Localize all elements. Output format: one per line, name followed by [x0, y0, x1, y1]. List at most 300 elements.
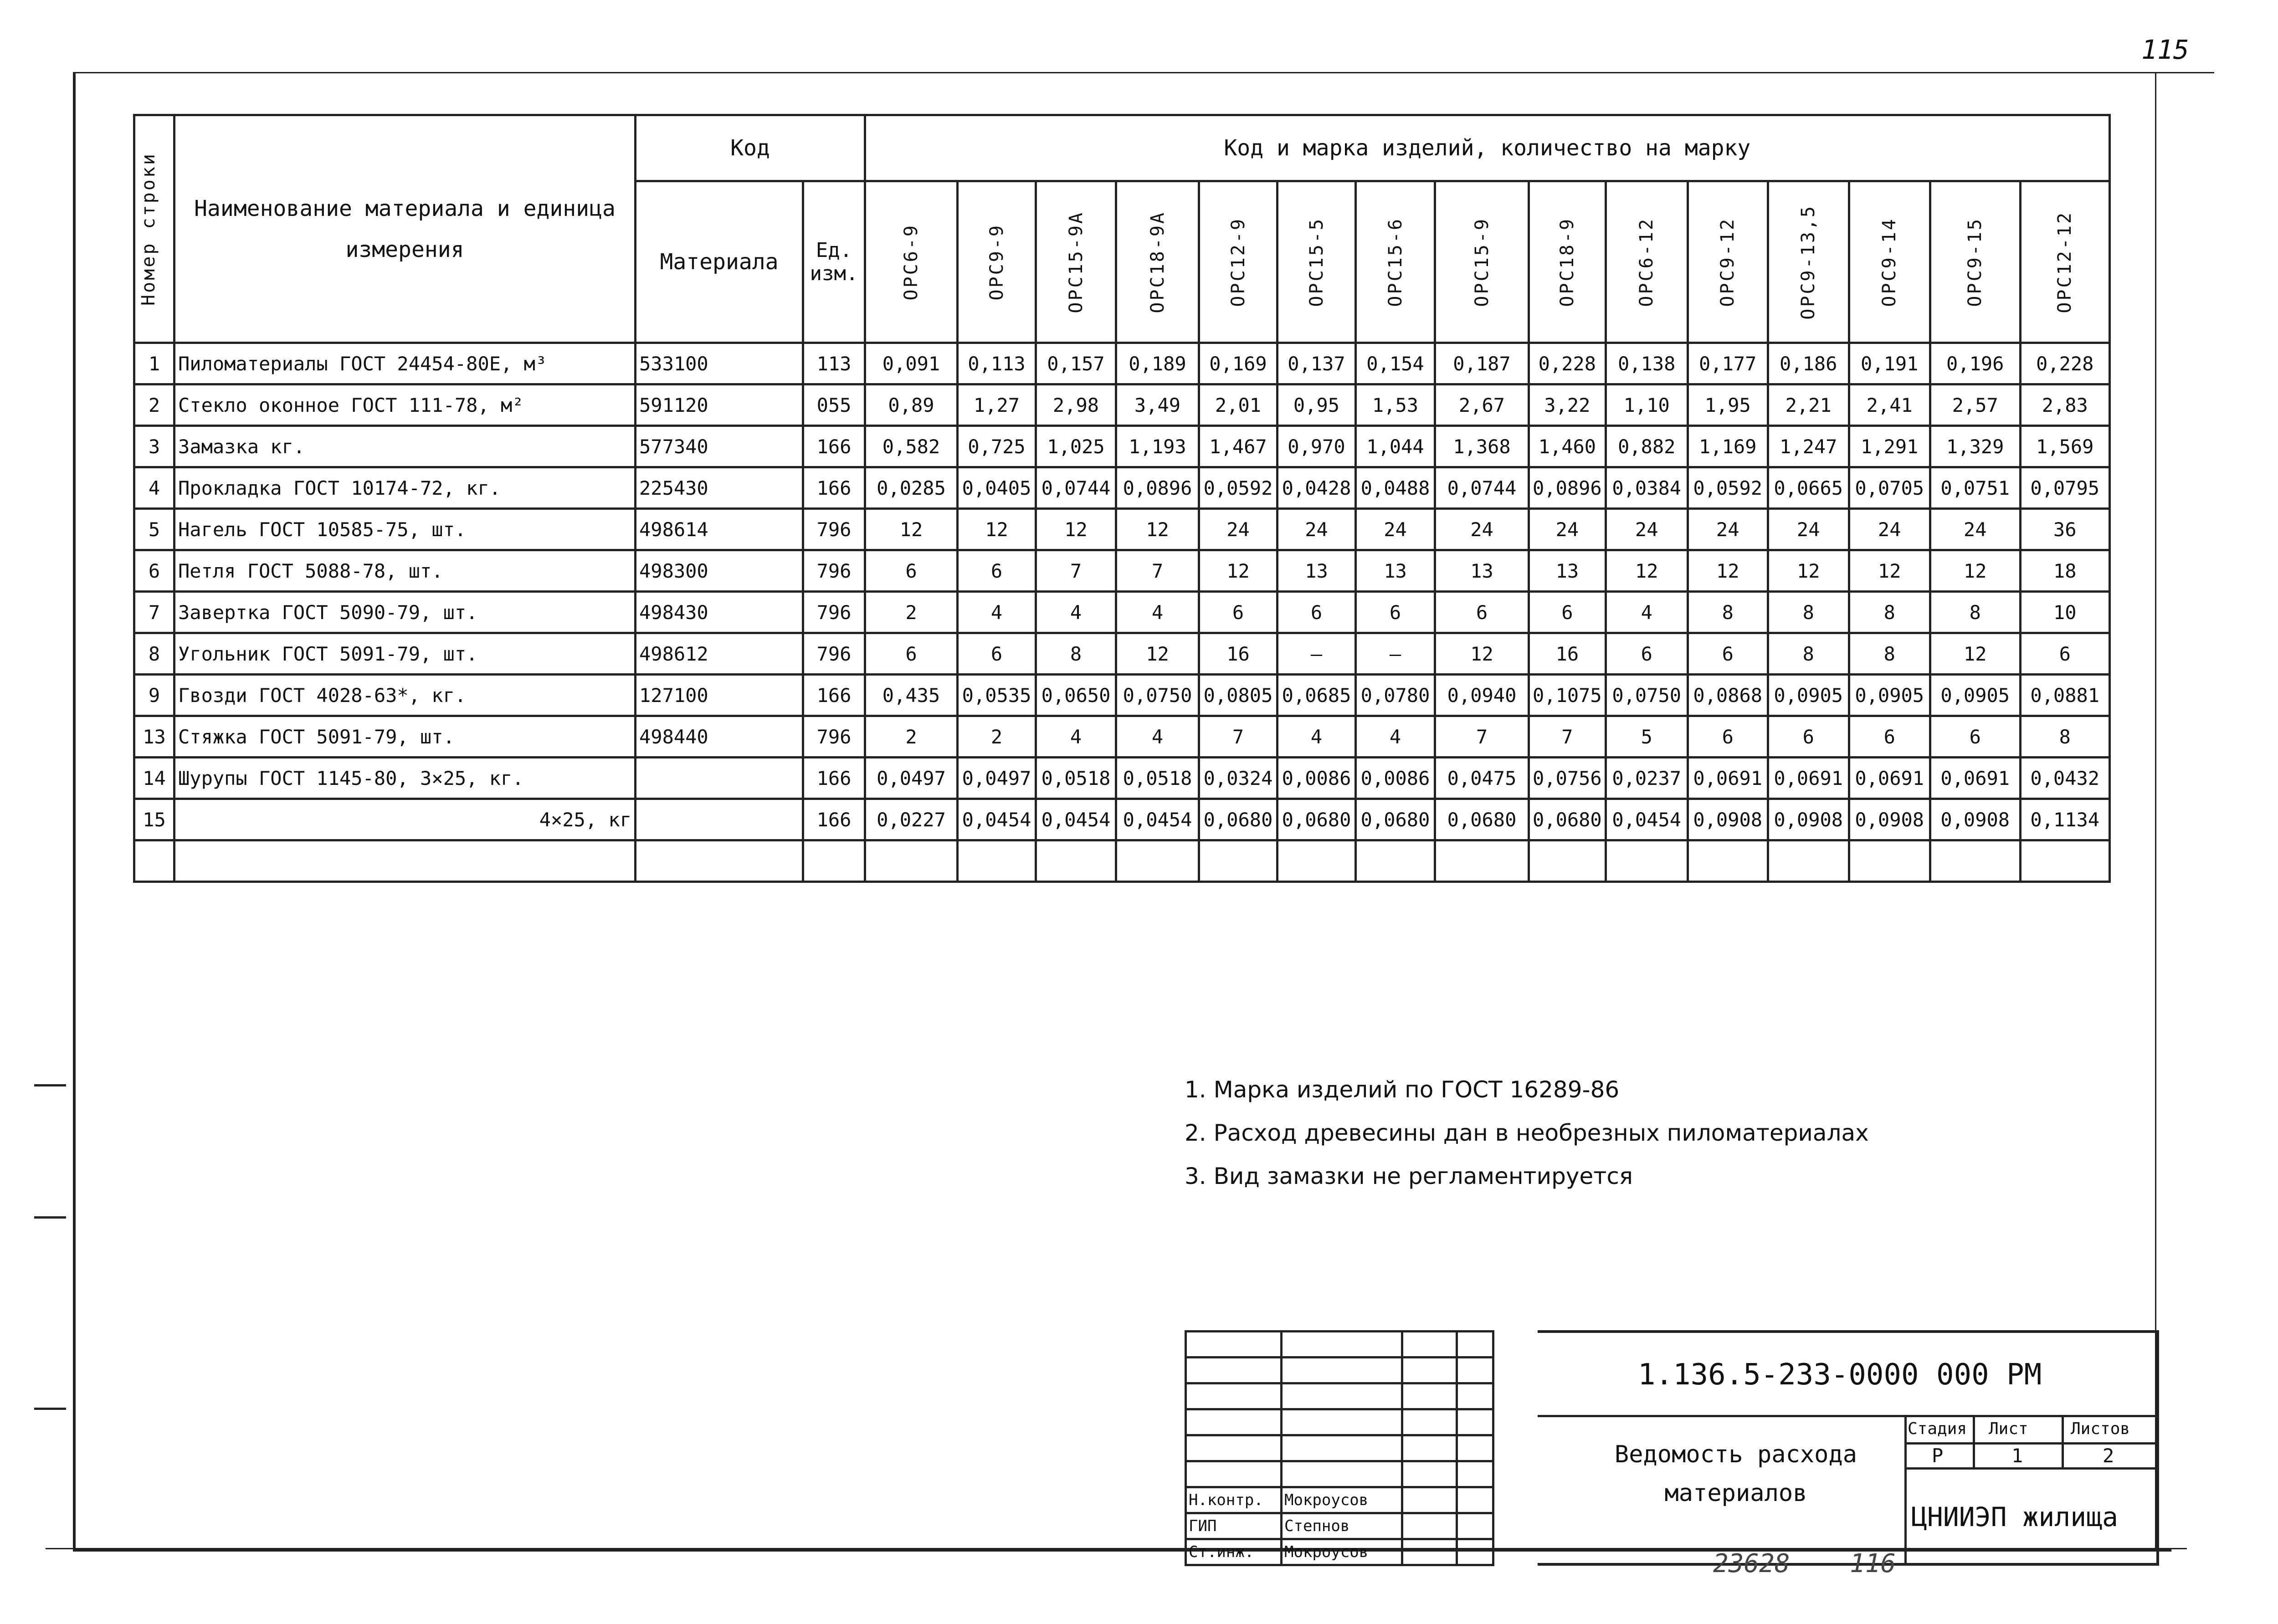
- name-cell: Степнов: [1282, 1513, 1402, 1539]
- material-code-cell: 127100: [636, 675, 803, 716]
- material-code-cell: 498614: [636, 509, 803, 550]
- role-cell: Ст.инж.: [1186, 1539, 1282, 1565]
- quantity-cell: 13: [1529, 550, 1606, 592]
- role-cell: ГИП: [1186, 1513, 1282, 1539]
- quantity-cell: 12: [1036, 509, 1116, 550]
- sheets-value: 2: [2103, 1445, 2114, 1467]
- quantity-cell: 0,0454: [1606, 799, 1688, 840]
- quantity-cell: 8: [1768, 633, 1849, 675]
- row-number-cell: 14: [134, 758, 174, 799]
- material-name-cell: Стяжка ГОСТ 5091-79, шт.: [174, 716, 636, 758]
- quantity-cell: [2020, 840, 2109, 882]
- quantity-cell: 6: [958, 550, 1036, 592]
- quantity-cell: 8: [1036, 633, 1116, 675]
- quantity-cell: —: [1278, 633, 1356, 675]
- quantity-cell: 16: [1529, 633, 1606, 675]
- signature-cell: [1402, 1487, 1457, 1513]
- material-name-header: Наименование материала и единица измерения: [174, 115, 636, 343]
- material-code-cell: 498300: [636, 550, 803, 592]
- product-column-header: ОРС9-15: [1930, 181, 2020, 343]
- unit-header: Ед. изм.: [803, 181, 865, 343]
- material-code-cell: 533100: [636, 343, 803, 384]
- material-name-cell: Завертка ГОСТ 5090-79, шт.: [174, 592, 636, 633]
- table-row: [134, 840, 2110, 882]
- quantity-cell: 0,187: [1435, 343, 1529, 384]
- quantity-cell: 1,169: [1688, 426, 1768, 467]
- note-1: 1. Марка изделий по ГОСТ 16289-86: [1185, 1076, 1620, 1103]
- quantity-cell: 6: [958, 633, 1036, 675]
- row-number-cell: 3: [134, 426, 174, 467]
- quantity-cell: 4: [1116, 716, 1199, 758]
- quantity-cell: 7: [1199, 716, 1278, 758]
- material-name-cell: 4×25, кг: [174, 799, 636, 840]
- quantity-cell: 0,0691: [1849, 758, 1930, 799]
- quantity-cell: 4: [1036, 716, 1116, 758]
- quantity-cell: 12: [1116, 633, 1199, 675]
- title-block: [1538, 1330, 2159, 1566]
- quantity-cell: 0,0680: [1529, 799, 1606, 840]
- signature-cell: [1402, 1539, 1457, 1565]
- unit-code-cell: 796: [803, 633, 865, 675]
- quantity-cell: 1,329: [1930, 426, 2020, 467]
- quantity-cell: 0,882: [1606, 426, 1688, 467]
- quantity-cell: 0,0086: [1278, 758, 1356, 799]
- quantity-cell: 0,177: [1688, 343, 1768, 384]
- divider: [2062, 1415, 2064, 1467]
- stage-value: Р: [1932, 1445, 1944, 1467]
- quantity-cell: 24: [1278, 509, 1356, 550]
- material-code-cell: 498440: [636, 716, 803, 758]
- quantity-cell: 0,228: [1529, 343, 1606, 384]
- quantity-cell: 6: [1356, 592, 1435, 633]
- quantity-cell: 2,98: [1036, 384, 1116, 426]
- quantity-cell: 7: [1116, 550, 1199, 592]
- materials-table: [133, 114, 2111, 883]
- quantity-cell: 0,0780: [1356, 675, 1435, 716]
- sheet-label: Лист: [1989, 1419, 2028, 1438]
- quantity-cell: 16: [1199, 633, 1278, 675]
- quantity-cell: 4: [1116, 592, 1199, 633]
- row-number-cell: 4: [134, 467, 174, 509]
- quantity-cell: 0,0705: [1849, 467, 1930, 509]
- quantity-cell: 8: [2020, 716, 2109, 758]
- quantity-cell: 0,89: [865, 384, 958, 426]
- quantity-cell: 2,57: [1930, 384, 2020, 426]
- unit-code-cell: 166: [803, 467, 865, 509]
- row-number-cell: [134, 840, 174, 882]
- product-column-header: ОРС15-9: [1435, 181, 1529, 343]
- quantity-cell: 0,0497: [958, 758, 1036, 799]
- quantity-cell: 0,0685: [1278, 675, 1356, 716]
- unit-code-cell: [803, 840, 865, 882]
- quantity-cell: 1,53: [1356, 384, 1435, 426]
- material-name-cell: [174, 840, 636, 882]
- document-title: Ведомость расхода материалов: [1614, 1441, 1857, 1507]
- quantity-cell: 12: [865, 509, 958, 550]
- stage-label: Стадия: [1908, 1419, 1967, 1438]
- note-3: 3. Вид замазки не регламентируется: [1185, 1163, 1633, 1189]
- quantity-cell: 0,435: [865, 675, 958, 716]
- row-number-cell: 9: [134, 675, 174, 716]
- material-name-cell: Шурупы ГОСТ 1145-80, 3×25, кг.: [174, 758, 636, 799]
- quantity-cell: 0,0940: [1435, 675, 1529, 716]
- quantity-cell: [1606, 840, 1688, 882]
- quantity-cell: 0,0488: [1356, 467, 1435, 509]
- quantity-cell: 7: [1529, 716, 1606, 758]
- products-header: Код и марка изделий, количество на марку: [865, 115, 2110, 181]
- quantity-cell: [1199, 840, 1278, 882]
- quantity-cell: 6: [1606, 633, 1688, 675]
- quantity-cell: 0,582: [865, 426, 958, 467]
- quantity-cell: 0,0454: [958, 799, 1036, 840]
- quantity-cell: 8: [1849, 592, 1930, 633]
- quantity-cell: 24: [1688, 509, 1768, 550]
- quantity-cell: [1688, 840, 1768, 882]
- quantity-cell: 0,0896: [1529, 467, 1606, 509]
- quantity-cell: 0,95: [1278, 384, 1356, 426]
- quantity-cell: 0,169: [1199, 343, 1278, 384]
- quantity-cell: 0,0086: [1356, 758, 1435, 799]
- quantity-cell: 12: [1930, 550, 2020, 592]
- quantity-cell: 2,83: [2020, 384, 2109, 426]
- product-column-header: ОРС6-9: [865, 181, 958, 343]
- quantity-cell: [1529, 840, 1606, 882]
- quantity-cell: 6: [2020, 633, 2109, 675]
- material-code-cell: [636, 799, 803, 840]
- sheet-value: 1: [2011, 1445, 2023, 1467]
- table-row: [134, 509, 2110, 550]
- code-material-header: Материала: [636, 181, 803, 343]
- product-column-header: ОРС15-5: [1278, 181, 1356, 343]
- quantity-cell: 0,0896: [1116, 467, 1199, 509]
- material-code-cell: 225430: [636, 467, 803, 509]
- row-number-cell: 6: [134, 550, 174, 592]
- table-row: [134, 426, 2110, 467]
- sheet-frame-right: [2155, 73, 2156, 1549]
- row-number-cell: 8: [134, 633, 174, 675]
- quantity-cell: 0,0454: [1036, 799, 1116, 840]
- quantity-cell: 0,0384: [1606, 467, 1688, 509]
- quantity-cell: 6: [1278, 592, 1356, 633]
- table-row: [134, 592, 2110, 633]
- quantity-cell: 0,0905: [1930, 675, 2020, 716]
- quantity-cell: 2,21: [1768, 384, 1849, 426]
- quantity-cell: 0,0650: [1036, 675, 1116, 716]
- quantity-cell: 8: [1930, 592, 2020, 633]
- quantity-cell: 0,0680: [1199, 799, 1278, 840]
- quantity-cell: 4: [1606, 592, 1688, 633]
- page-number: 116: [1850, 1549, 1896, 1578]
- quantity-cell: 3,49: [1116, 384, 1199, 426]
- quantity-cell: 3,22: [1529, 384, 1606, 426]
- quantity-cell: 1,27: [958, 384, 1036, 426]
- quantity-cell: 24: [1768, 509, 1849, 550]
- material-name-cell: Пиломатериалы ГОСТ 24454-80Е, м³: [174, 343, 636, 384]
- quantity-cell: 0,725: [958, 426, 1036, 467]
- row-number-cell: 1: [134, 343, 174, 384]
- quantity-cell: 6: [865, 633, 958, 675]
- quantity-cell: 13: [1356, 550, 1435, 592]
- quantity-cell: 4: [1356, 716, 1435, 758]
- quantity-cell: 0,0805: [1199, 675, 1278, 716]
- quantity-cell: 0,0592: [1199, 467, 1278, 509]
- quantity-cell: 0,228: [2020, 343, 2109, 384]
- product-column-header: ОРС12-12: [2020, 181, 2109, 343]
- notes: [1185, 1068, 1869, 1198]
- quantity-cell: 18: [2020, 550, 2109, 592]
- table-row: [134, 467, 2110, 509]
- material-name-cell: Петля ГОСТ 5088-78, шт.: [174, 550, 636, 592]
- quantity-cell: 24: [1356, 509, 1435, 550]
- quantity-cell: 1,193: [1116, 426, 1199, 467]
- quantity-cell: 0,113: [958, 343, 1036, 384]
- row-number-cell: 5: [134, 509, 174, 550]
- signature-stamp: [1185, 1330, 1494, 1566]
- organization: ЦНИИЭП жилища: [1911, 1501, 2118, 1532]
- quantity-cell: 0,0691: [1688, 758, 1768, 799]
- quantity-cell: 0,0454: [1116, 799, 1199, 840]
- quantity-cell: 8: [1849, 633, 1930, 675]
- quantity-cell: [1930, 840, 2020, 882]
- quantity-cell: 12: [958, 509, 1036, 550]
- quantity-cell: 0,0905: [1849, 675, 1930, 716]
- quantity-cell: 12: [1930, 633, 2020, 675]
- quantity-cell: 0,0908: [1688, 799, 1768, 840]
- quantity-cell: 12: [1435, 633, 1529, 675]
- table-row: [134, 550, 2110, 592]
- product-column-header: ОРС18-9А: [1116, 181, 1199, 343]
- quantity-cell: 8: [1768, 592, 1849, 633]
- material-code-cell: [636, 840, 803, 882]
- quantity-cell: 0,138: [1606, 343, 1688, 384]
- material-name-cell: Стекло оконное ГОСТ 111-78, м²: [174, 384, 636, 426]
- margin-tick: [34, 1084, 66, 1086]
- row-number-cell: 15: [134, 799, 174, 840]
- product-column-header: ОРС6-12: [1606, 181, 1688, 343]
- material-code-cell: 591120: [636, 384, 803, 426]
- quantity-cell: 12: [1849, 550, 1930, 592]
- quantity-cell: 1,368: [1435, 426, 1529, 467]
- quantity-cell: 0,0691: [1768, 758, 1849, 799]
- unit-code-cell: 166: [803, 675, 865, 716]
- quantity-cell: [958, 840, 1036, 882]
- quantity-cell: 4: [958, 592, 1036, 633]
- quantity-cell: 6: [865, 550, 958, 592]
- product-column-header: ОРС9-9: [958, 181, 1036, 343]
- quantity-cell: 2: [865, 592, 958, 633]
- quantity-cell: 24: [1930, 509, 2020, 550]
- quantity-cell: 0,0285: [865, 467, 958, 509]
- quantity-cell: 1,10: [1606, 384, 1688, 426]
- quantity-cell: [1036, 840, 1116, 882]
- margin-tick: [34, 1216, 66, 1219]
- quantity-cell: 0,0744: [1036, 467, 1116, 509]
- quantity-cell: 1,460: [1529, 426, 1606, 467]
- table-row: [134, 343, 2110, 384]
- quantity-cell: 0,0432: [2020, 758, 2109, 799]
- quantity-cell: 0,186: [1768, 343, 1849, 384]
- quantity-cell: —: [1356, 633, 1435, 675]
- quantity-cell: 2,01: [1199, 384, 1278, 426]
- quantity-cell: 24: [1199, 509, 1278, 550]
- table-row: [134, 633, 2110, 675]
- unit-code-cell: 113: [803, 343, 865, 384]
- quantity-cell: 10: [2020, 592, 2109, 633]
- material-name-cell: Гвозди ГОСТ 4028-63*, кг.: [174, 675, 636, 716]
- quantity-cell: 1,95: [1688, 384, 1768, 426]
- product-column-header: ОРС9-14: [1849, 181, 1930, 343]
- unit-code-cell: 796: [803, 550, 865, 592]
- quantity-cell: 12: [1688, 550, 1768, 592]
- quantity-cell: 13: [1435, 550, 1529, 592]
- divider: [1904, 1467, 2156, 1470]
- product-column-header: ОРС12-9: [1199, 181, 1278, 343]
- quantity-cell: 2: [865, 716, 958, 758]
- table-row: [134, 384, 2110, 426]
- quantity-cell: 6: [1688, 716, 1768, 758]
- quantity-cell: 36: [2020, 509, 2109, 550]
- quantity-cell: 0,0881: [2020, 675, 2109, 716]
- quantity-cell: 0,0751: [1930, 467, 2020, 509]
- sheets-label: Листов: [2071, 1419, 2130, 1438]
- material-code-cell: [636, 758, 803, 799]
- quantity-cell: 0,0518: [1036, 758, 1116, 799]
- quantity-cell: 12: [1768, 550, 1849, 592]
- quantity-cell: 0,137: [1278, 343, 1356, 384]
- quantity-cell: 6: [1768, 716, 1849, 758]
- table-row: [134, 675, 2110, 716]
- material-name-cell: Нагель ГОСТ 10585-75, шт.: [174, 509, 636, 550]
- name-cell: Мокроусов: [1282, 1487, 1402, 1513]
- quantity-cell: 0,0665: [1768, 467, 1849, 509]
- quantity-cell: 0,0428: [1278, 467, 1356, 509]
- code-header: Код: [636, 115, 865, 181]
- sheet-number: 115: [2141, 34, 2189, 65]
- unit-code-cell: 796: [803, 592, 865, 633]
- table-row: [134, 716, 2110, 758]
- unit-code-cell: 055: [803, 384, 865, 426]
- quantity-cell: 0,0405: [958, 467, 1036, 509]
- quantity-cell: 0,0908: [1849, 799, 1930, 840]
- document-designation: 1.136.5-233-0000 000 РМ: [1638, 1358, 2042, 1392]
- table-row: [134, 799, 2110, 840]
- quantity-cell: 0,0691: [1930, 758, 2020, 799]
- quantity-cell: 0,091: [865, 343, 958, 384]
- unit-code-cell: 166: [803, 758, 865, 799]
- quantity-cell: 1,291: [1849, 426, 1930, 467]
- quantity-cell: [1768, 840, 1849, 882]
- quantity-cell: 7: [1036, 550, 1116, 592]
- signature-cell: [1402, 1513, 1457, 1539]
- quantity-cell: 0,1134: [2020, 799, 2109, 840]
- quantity-cell: 1,247: [1768, 426, 1849, 467]
- quantity-cell: 6: [1688, 633, 1768, 675]
- quantity-cell: 0,1075: [1529, 675, 1606, 716]
- quantity-cell: 0,0795: [2020, 467, 2109, 509]
- quantity-cell: 0,970: [1278, 426, 1356, 467]
- material-name-cell: Прокладка ГОСТ 10174-72, кг.: [174, 467, 636, 509]
- material-code-cell: 577340: [636, 426, 803, 467]
- sheet-frame-top: [73, 72, 2214, 73]
- quantity-cell: 1,025: [1036, 426, 1116, 467]
- quantity-cell: 1,044: [1356, 426, 1435, 467]
- quantity-cell: 4: [1036, 592, 1116, 633]
- quantity-cell: [1356, 840, 1435, 882]
- unit-code-cell: 796: [803, 716, 865, 758]
- quantity-cell: 0,0680: [1278, 799, 1356, 840]
- name-cell: Мокроусов: [1282, 1539, 1402, 1565]
- quantity-cell: 24: [1435, 509, 1529, 550]
- quantity-cell: 7: [1435, 716, 1529, 758]
- divider: [1904, 1415, 1907, 1563]
- table-row: [134, 758, 2110, 799]
- quantity-cell: 0,0535: [958, 675, 1036, 716]
- product-column-header: ОРС9-12: [1688, 181, 1768, 343]
- quantity-cell: 0,0475: [1435, 758, 1529, 799]
- material-code-cell: 498430: [636, 592, 803, 633]
- quantity-cell: 0,0227: [865, 799, 958, 840]
- quantity-cell: [1116, 840, 1199, 882]
- quantity-cell: 0,0680: [1435, 799, 1529, 840]
- quantity-cell: 0,0237: [1606, 758, 1688, 799]
- quantity-cell: 24: [1606, 509, 1688, 550]
- archive-number: 23628: [1713, 1549, 1790, 1578]
- quantity-cell: 0,0908: [1930, 799, 2020, 840]
- divider: [1973, 1415, 1975, 1467]
- note-2: 2. Расход древесины дан в необрезных пиломатериалах: [1185, 1120, 1869, 1146]
- quantity-cell: 6: [1529, 592, 1606, 633]
- quantity-cell: 0,0592: [1688, 467, 1768, 509]
- quantity-cell: 13: [1278, 550, 1356, 592]
- quantity-cell: 0,0750: [1116, 675, 1199, 716]
- product-column-header: ОРС9-13,5: [1768, 181, 1849, 343]
- quantity-cell: 24: [1529, 509, 1606, 550]
- row-number-header: Номер строки: [134, 115, 174, 343]
- role-cell: Н.контр.: [1186, 1487, 1282, 1513]
- quantity-cell: 0,196: [1930, 343, 2020, 384]
- quantity-cell: 0,154: [1356, 343, 1435, 384]
- quantity-cell: 1,467: [1199, 426, 1278, 467]
- quantity-cell: 8: [1688, 592, 1768, 633]
- quantity-cell: 2,67: [1435, 384, 1529, 426]
- quantity-cell: 0,157: [1036, 343, 1116, 384]
- quantity-cell: 0,0680: [1356, 799, 1435, 840]
- product-column-header: ОРС15-6: [1356, 181, 1435, 343]
- quantity-cell: 0,0905: [1768, 675, 1849, 716]
- quantity-cell: 0,0324: [1199, 758, 1278, 799]
- quantity-cell: 6: [1849, 716, 1930, 758]
- quantity-cell: 12: [1116, 509, 1199, 550]
- quantity-cell: 0,0756: [1529, 758, 1606, 799]
- quantity-cell: 2: [958, 716, 1036, 758]
- quantity-cell: 4: [1278, 716, 1356, 758]
- quantity-cell: 0,0497: [865, 758, 958, 799]
- material-name-cell: Замазка кг.: [174, 426, 636, 467]
- product-column-header: ОРС15-9А: [1036, 181, 1116, 343]
- quantity-cell: 12: [1606, 550, 1688, 592]
- unit-code-cell: 166: [803, 799, 865, 840]
- quantity-cell: 6: [1435, 592, 1529, 633]
- quantity-cell: [1435, 840, 1529, 882]
- quantity-cell: 2,41: [1849, 384, 1930, 426]
- quantity-cell: 0,0518: [1116, 758, 1199, 799]
- quantity-cell: 12: [1199, 550, 1278, 592]
- row-number-cell: 2: [134, 384, 174, 426]
- quantity-cell: 1,569: [2020, 426, 2109, 467]
- material-code-cell: 498612: [636, 633, 803, 675]
- quantity-cell: 0,0744: [1435, 467, 1529, 509]
- quantity-cell: 6: [1199, 592, 1278, 633]
